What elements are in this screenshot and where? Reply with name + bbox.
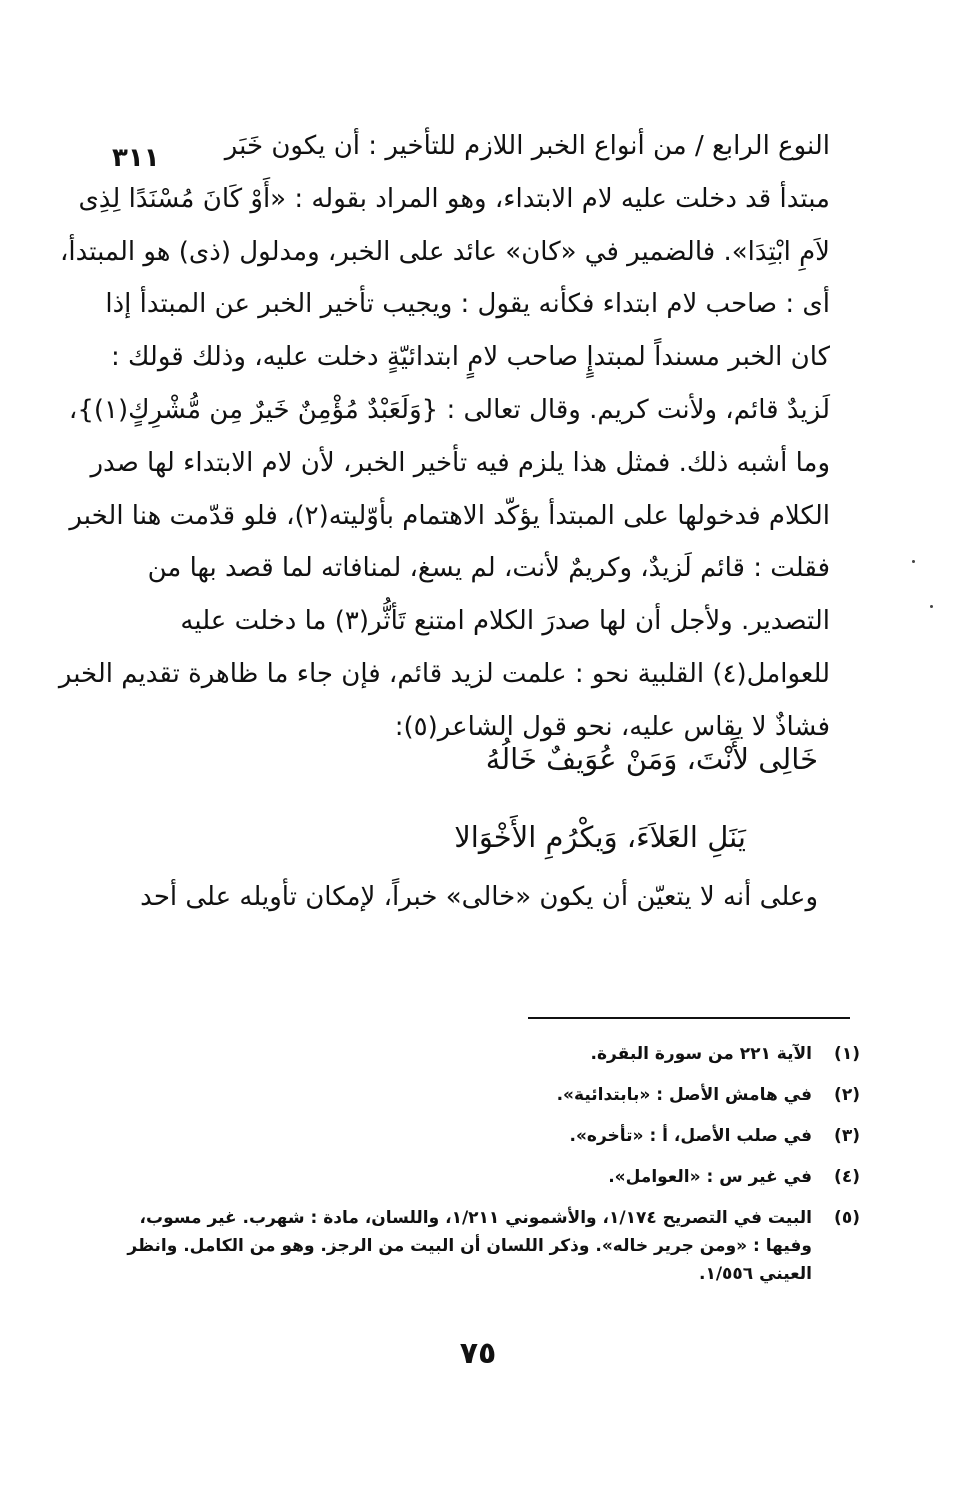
text-line: فقلت : قائم لَزيدٌ، وكريمٌ لأنت، لم يسغ، لمنافاته لما قصد بها من <box>147 553 830 584</box>
footnote <box>105 1040 860 1068</box>
page-number: ٧٥ <box>459 1336 497 1371</box>
scan-speck <box>930 605 933 608</box>
footnote-text: البيت في التصريح ١/١٧٤، والأشموني ١/٢١١، واللسان، مادة : شهرب. غير مسوب، <box>139 1208 812 1228</box>
text-line: أى : صاحب لام ابتداء فكأنه يقول : ويجيب تأخير الخبر عن المبتدأ إذا <box>105 289 830 320</box>
text-line: الكلام فدخولها على المبتدأ يؤكّد الاهتمام بأوّليته(٢)، فلو قدّمت هنا الخبر <box>69 500 830 531</box>
footnote <box>105 1163 860 1191</box>
text-line: النوع الرابع / من أنواع الخبر اللازم للتأخير : أن يكون خَبَر <box>224 131 830 161</box>
text-line: لَزيدٌ قائم، ولأنت كريم. وقال تعالى : {وَلَعَبْدٌ مُؤْمِنٌ خَيرٌ مِن مُّشْرِكٍ(١)}، <box>68 394 830 425</box>
footnote <box>105 1204 860 1288</box>
text-line: وما أشبه ذلك. فمثل هذا يلزم فيه تأخير الخبر، لأن لام الابتداء لها صدر <box>90 447 830 478</box>
verse-second-hemistich: يَنَلِ العَلاَءَ، وَيكْرُمِ الأَخْوَالا <box>454 820 746 854</box>
footnote-number: (٥) <box>834 1208 860 1228</box>
verse-first-hemistich: خَالِى لأَنْتَ، وَمَنْ عُوَيفٌ خَالُهُ <box>485 742 818 776</box>
footnote-text-block <box>105 1204 812 1288</box>
footnote-separator <box>528 1017 850 1019</box>
text-line-continuation: وعلى أنه لا يتعيّن أن يكون «خالى» خبراً، لإمكان تأويله على أحد <box>140 882 818 912</box>
footnote-text: في صلب الأصل، أ : «تأخره». <box>569 1126 812 1146</box>
footnote <box>105 1122 860 1150</box>
footnote-text: الآية ٢٢١ من سورة البقرة. <box>590 1044 812 1064</box>
text-line: مبتدأ قد دخلت عليه لام الابتداء، وهو المراد بقوله : «أَوْ كَانَ مُسْنَدًا لِذِى <box>78 183 830 214</box>
footnote-text: في هامش الأصل : «بابتدائية». <box>556 1085 812 1105</box>
footnote-text-continued: وفيها : «ومن جرير خاله». وذكر اللسان أن البيت من الرجز. وهو من الكامل. وانظر العيني ١/٥٥٦. <box>127 1236 812 1284</box>
text-line: التصدير. ولأجل أن لها صدرَ الكلام امتنع تَأثُّر(٣) ما دخلت عليه <box>180 606 830 637</box>
scan-speck <box>912 560 915 563</box>
footnotes <box>105 1040 860 1301</box>
text-line: للعوامل(٤) القلبية نحو : علمت لزيد قائم، فإن جاء ما ظاهرة تقديم الخبر <box>58 658 830 689</box>
footnote-number: (١) <box>834 1044 860 1064</box>
footnote-number: (٣) <box>834 1126 860 1146</box>
text-line: لاَمِ ابْتِدَا». فالضمير في «كان» عائد على الخبر، ومدلول (ذى) هو المبتدأ، <box>59 236 830 267</box>
footnote-number: (٤) <box>834 1167 860 1187</box>
margin-line-number: ٣١١ <box>112 143 160 173</box>
footnote-number: (٢) <box>834 1085 860 1105</box>
text-line: فشاذٌ لا يقاس عليه، نحو قول الشاعر(٥): <box>394 711 830 742</box>
text-line: كان الخبر مسنداً لمبتدإٍ صاحب لامٍ ابتدائيّةٍ دخلت عليه، وذلك قولك : <box>110 342 830 373</box>
footnote-text: في غير س : «العوامل». <box>608 1167 812 1187</box>
footnote <box>105 1081 860 1109</box>
